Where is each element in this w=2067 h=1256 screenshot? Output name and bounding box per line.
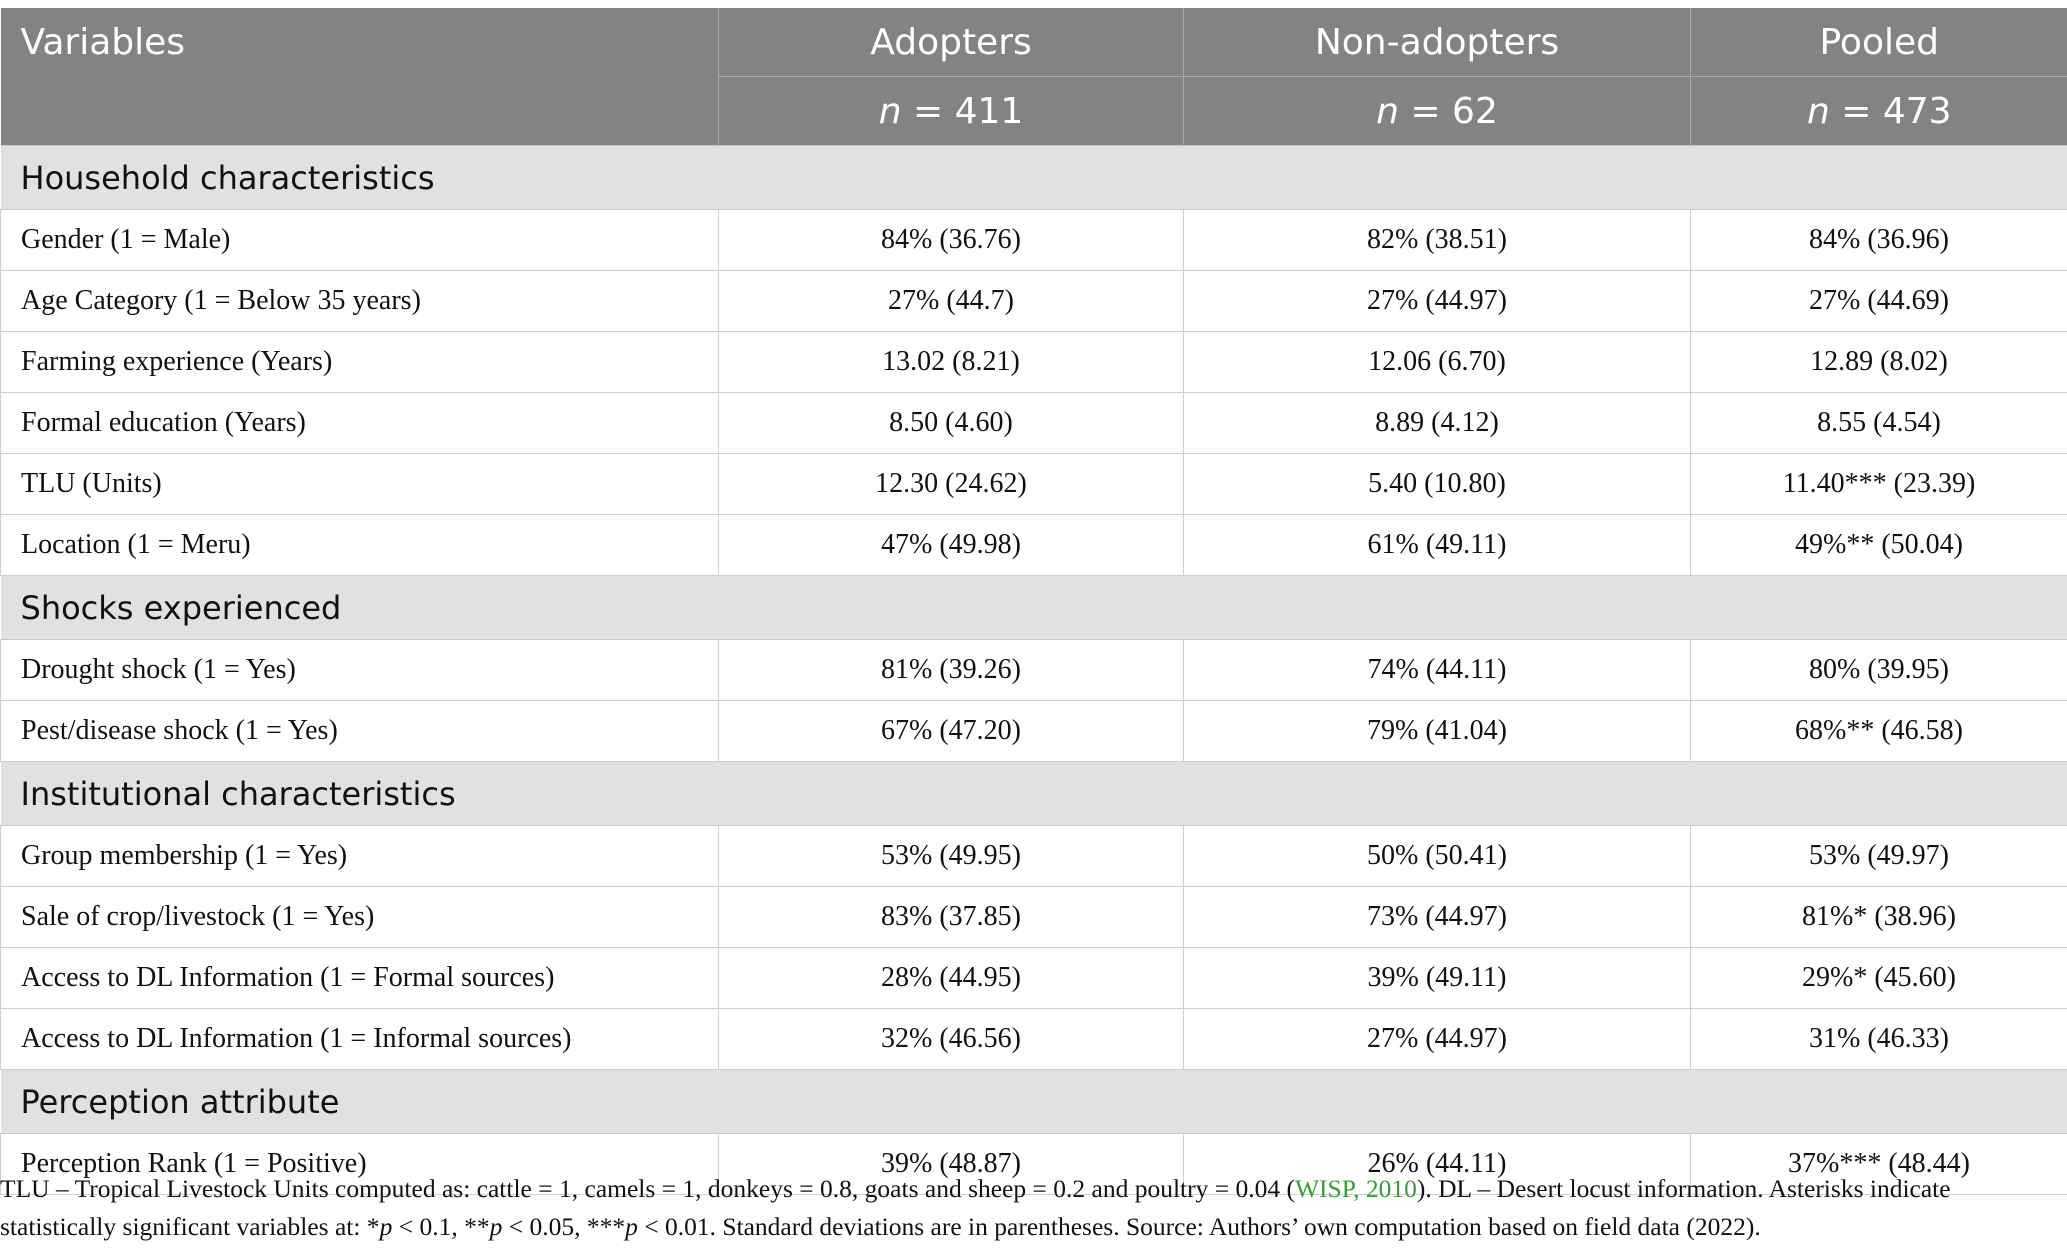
table-footnote <box>0 1170 2067 1246</box>
section-row <box>1 1070 2067 1134</box>
table-header <box>1 8 2067 146</box>
header-non-adopters: Non-adopters <box>1184 8 1691 77</box>
non-adopters-cell: 73% (44.97) <box>1184 887 1691 948</box>
table-body <box>1 146 2067 1195</box>
n-pooled-value: = 473 <box>1829 90 1952 132</box>
non-adopters-cell: 82% (38.51) <box>1184 210 1691 271</box>
adopters-cell: 81% (39.26) <box>719 640 1184 701</box>
adopters-cell: 67% (47.20) <box>719 701 1184 762</box>
table-row <box>1 393 2067 454</box>
variable-cell: Perception Rank (1 = Positive) <box>1 1134 719 1195</box>
pooled-cell: 37%*** (48.44) <box>1691 1134 2067 1195</box>
n-symbol: n <box>1376 90 1399 132</box>
adopters-cell: 53% (49.95) <box>719 826 1184 887</box>
table-row <box>1 826 2067 887</box>
pooled-cell: 84% (36.96) <box>1691 210 2067 271</box>
citation-link[interactable]: WISP, 2010 <box>1294 1174 1417 1203</box>
footnote-part1: TLU – Tropical Livestock Units computed as: cattle = 1, camels = 1, donkeys = 0.8, goats and sheep = 0.2 and poultry = 0.04 ( <box>0 1174 1295 1203</box>
n-symbol: n <box>1806 90 1830 132</box>
variable-cell: Pest/disease shock (1 = Yes) <box>1 701 719 762</box>
table-row <box>1 454 2067 515</box>
variable-cell: Access to DL Information (1 = Informal sources) <box>1 1009 719 1070</box>
footnote-part5: < 0.01. Standard deviations are in parentheses. Source: Authors’ own computation based on field data (2022). <box>637 1212 1761 1241</box>
table-row <box>1 887 2067 948</box>
non-adopters-cell: 39% (49.11) <box>1184 948 1691 1009</box>
variable-cell: TLU (Units) <box>1 454 719 515</box>
variable-cell: Formal education (Years) <box>1 393 719 454</box>
footnote-part4: < 0.05, *** <box>502 1212 626 1241</box>
table-row <box>1 210 2067 271</box>
table-row <box>1 640 2067 701</box>
section-row <box>1 146 2067 210</box>
non-adopters-cell: 27% (44.97) <box>1184 1009 1691 1070</box>
adopters-cell: 32% (46.56) <box>719 1009 1184 1070</box>
variable-cell: Location (1 = Meru) <box>1 515 719 576</box>
pooled-cell: 27% (44.69) <box>1691 271 2067 332</box>
section-row <box>1 576 2067 640</box>
section-title: Shocks experienced <box>1 576 2067 640</box>
table-row <box>1 332 2067 393</box>
table-row <box>1 948 2067 1009</box>
p-symbol: p <box>625 1212 638 1241</box>
variable-cell: Farming experience (Years) <box>1 332 719 393</box>
header-variables: Variables <box>1 8 719 146</box>
section-row <box>1 762 2067 826</box>
p-symbol: p <box>489 1212 503 1241</box>
pooled-cell: 31% (46.33) <box>1691 1009 2067 1070</box>
pooled-cell: 81%* (38.96) <box>1691 887 2067 948</box>
adopters-cell: 12.30 (24.62) <box>719 454 1184 515</box>
pooled-cell: 53% (49.97) <box>1691 826 2067 887</box>
section-title: Institutional characteristics <box>1 762 2067 826</box>
variable-cell: Access to DL Information (1 = Formal sources) <box>1 948 719 1009</box>
pooled-cell: 8.55 (4.54) <box>1691 393 2067 454</box>
n-adopters-value: = 411 <box>901 90 1024 132</box>
header-n-pooled <box>1691 77 2067 146</box>
table-row <box>1 1009 2067 1070</box>
adopters-cell: 83% (37.85) <box>719 887 1184 948</box>
non-adopters-cell: 12.06 (6.70) <box>1184 332 1691 393</box>
pooled-cell: 12.89 (8.02) <box>1691 332 2067 393</box>
variable-cell: Gender (1 = Male) <box>1 210 719 271</box>
header-row-labels <box>1 8 2067 77</box>
non-adopters-cell: 26% (44.11) <box>1184 1134 1691 1195</box>
non-adopters-cell: 61% (49.11) <box>1184 515 1691 576</box>
non-adopters-cell: 5.40 (10.80) <box>1184 454 1691 515</box>
variable-cell: Sale of crop/livestock (1 = Yes) <box>1 887 719 948</box>
variable-cell: Drought shock (1 = Yes) <box>1 640 719 701</box>
non-adopters-cell: 74% (44.11) <box>1184 640 1691 701</box>
header-pooled: Pooled <box>1691 8 2067 77</box>
data-table-container <box>0 8 2067 1195</box>
pooled-cell: 68%** (46.58) <box>1691 701 2067 762</box>
header-adopters: Adopters <box>719 8 1184 77</box>
adopters-cell: 13.02 (8.21) <box>719 332 1184 393</box>
header-n-adopters <box>719 77 1184 146</box>
footnote-part3: < 0.1, ** <box>392 1212 490 1241</box>
pooled-cell: 80% (39.95) <box>1691 640 2067 701</box>
table-row <box>1 701 2067 762</box>
pooled-cell: 11.40*** (23.39) <box>1691 454 2067 515</box>
table-row <box>1 271 2067 332</box>
adopters-cell: 84% (36.76) <box>719 210 1184 271</box>
descriptive-statistics-table <box>0 8 2067 1195</box>
pooled-cell: 29%* (45.60) <box>1691 948 2067 1009</box>
non-adopters-cell: 79% (41.04) <box>1184 701 1691 762</box>
table-row <box>1 515 2067 576</box>
adopters-cell: 47% (49.98) <box>719 515 1184 576</box>
variable-cell: Age Category (1 = Below 35 years) <box>1 271 719 332</box>
non-adopters-cell: 8.89 (4.12) <box>1184 393 1691 454</box>
section-title: Perception attribute <box>1 1070 2067 1134</box>
non-adopters-cell: 27% (44.97) <box>1184 271 1691 332</box>
adopters-cell: 27% (44.7) <box>719 271 1184 332</box>
adopters-cell: 39% (48.87) <box>719 1134 1184 1195</box>
adopters-cell: 8.50 (4.60) <box>719 393 1184 454</box>
pooled-cell: 49%** (50.04) <box>1691 515 2067 576</box>
adopters-cell: 28% (44.95) <box>719 948 1184 1009</box>
header-n-non-adopters <box>1184 77 1691 146</box>
variable-cell: Group membership (1 = Yes) <box>1 826 719 887</box>
n-non-adopters-value: = 62 <box>1398 90 1498 132</box>
n-symbol: n <box>878 90 902 132</box>
p-symbol: p <box>379 1212 393 1241</box>
non-adopters-cell: 50% (50.41) <box>1184 826 1691 887</box>
footnote-part2: ). DL – Desert locust information. Asterisks indicate statistically significant variables at: * <box>0 1174 1951 1241</box>
section-title: Household characteristics <box>1 146 2067 210</box>
